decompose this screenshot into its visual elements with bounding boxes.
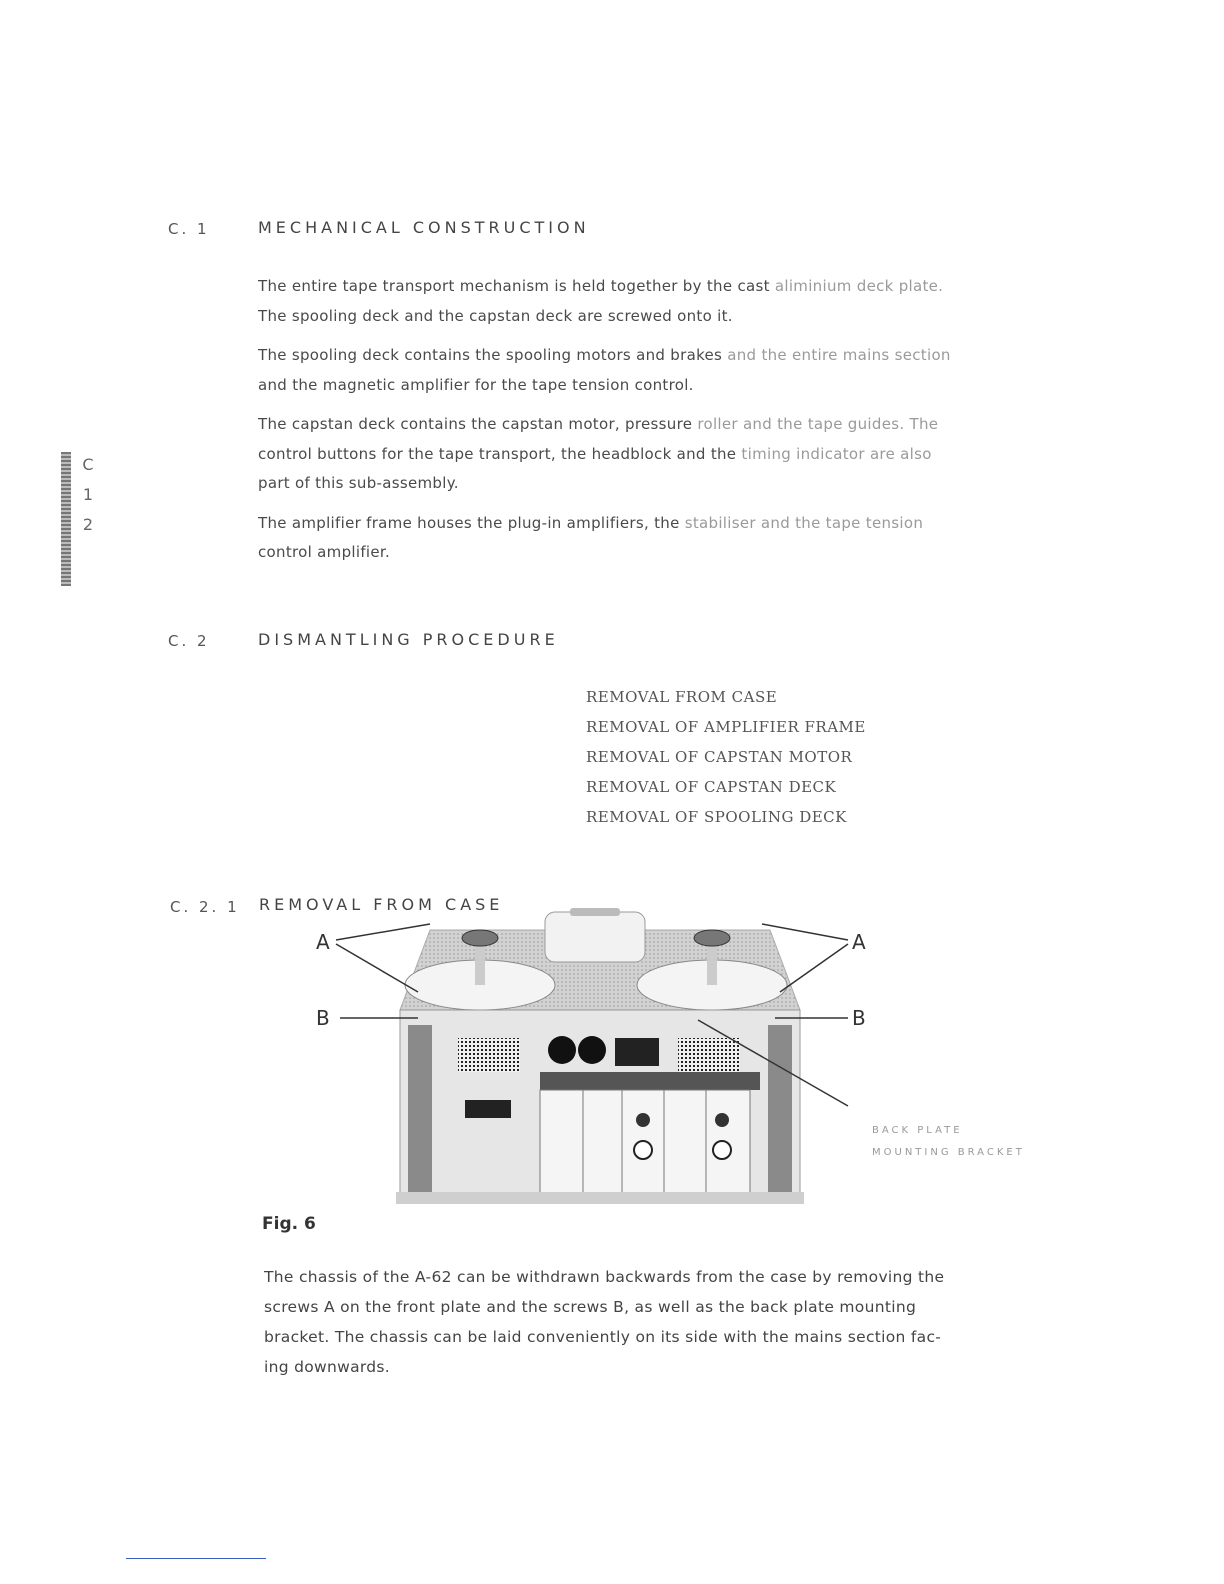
callout-a-left: A xyxy=(316,930,330,954)
text-line: screws A on the front plate and the screws B, as well as the back plate mounting xyxy=(264,1298,917,1316)
section-c1-title: MECHANICAL CONSTRUCTION xyxy=(258,218,590,237)
text-line: The amplifier frame houses the plug-in amplifiers, the stabiliser and the tape tension xyxy=(258,513,924,532)
caption-line: MOUNTING BRACKET xyxy=(872,1147,1025,1158)
callout-b-left: B xyxy=(316,1006,330,1030)
figure-label: Fig. 6 xyxy=(262,1214,316,1234)
text-line: control buttons for the tape transport, the headblock and the timing indicator are also xyxy=(258,444,932,463)
text-line: The spooling deck contains the spooling motors and brakes and the entire mains section xyxy=(258,346,951,364)
figure-caption xyxy=(872,1120,1025,1164)
callout-a-right: A xyxy=(852,930,866,954)
list-item: REMOVAL OF CAPSTAN MOTOR xyxy=(586,748,853,766)
paragraph xyxy=(264,1262,1004,1382)
section-c21-title: REMOVAL FROM CASE xyxy=(259,895,504,914)
list-item: REMOVAL OF SPOOLING DECK xyxy=(586,808,847,826)
callout-b-right: B xyxy=(852,1006,866,1030)
caption-line: BACK PLATE xyxy=(872,1125,963,1136)
list-item: REMOVAL OF AMPLIFIER FRAME xyxy=(586,718,866,736)
text-line: bracket. The chassis can be laid conveniently on its side with the mains section fac- xyxy=(264,1328,942,1346)
text-line: The capstan deck contains the capstan motor, pressure roller and the tape guides. The xyxy=(258,415,939,433)
tape-recorder-figure xyxy=(300,900,880,1210)
text-line: The chassis of the A-62 can be withdrawn backwards from the case by removing the xyxy=(264,1268,945,1286)
section-c21-body xyxy=(264,1262,1004,1382)
section-c1-number: C. 1 xyxy=(168,220,210,238)
side-tab-line: C xyxy=(82,455,94,474)
paragraph xyxy=(258,272,1018,331)
paragraph xyxy=(258,509,1018,568)
text-line: part of this sub-assembly. xyxy=(258,474,459,492)
footer-rule xyxy=(126,1558,266,1559)
section-c2-title: DISMANTLING PROCEDURE xyxy=(258,630,559,649)
dismantling-list xyxy=(586,682,866,832)
side-tab-line: 2 xyxy=(82,515,94,534)
text-line: ing downwards. xyxy=(264,1358,391,1376)
list-item: REMOVAL OF CAPSTAN DECK xyxy=(586,778,837,796)
side-tab-label xyxy=(80,450,96,540)
paragraph xyxy=(258,410,1018,499)
section-c21-number: C. 2. 1 xyxy=(170,898,240,916)
section-c1-body xyxy=(258,272,1018,568)
text-line: control amplifier. xyxy=(258,543,391,561)
text-line: and the magnetic amplifier for the tape tension control. xyxy=(258,375,694,394)
paragraph xyxy=(258,341,1018,400)
side-tab-bar xyxy=(61,452,71,586)
section-c2-number: C. 2 xyxy=(168,632,210,650)
text-line: The entire tape transport mechanism is held together by the cast aliminium deck plate. xyxy=(258,277,944,295)
side-tab-line: 1 xyxy=(82,485,94,504)
list-item: REMOVAL FROM CASE xyxy=(586,688,778,706)
text-line: The spooling deck and the capstan deck are screwed onto it. xyxy=(258,306,733,325)
